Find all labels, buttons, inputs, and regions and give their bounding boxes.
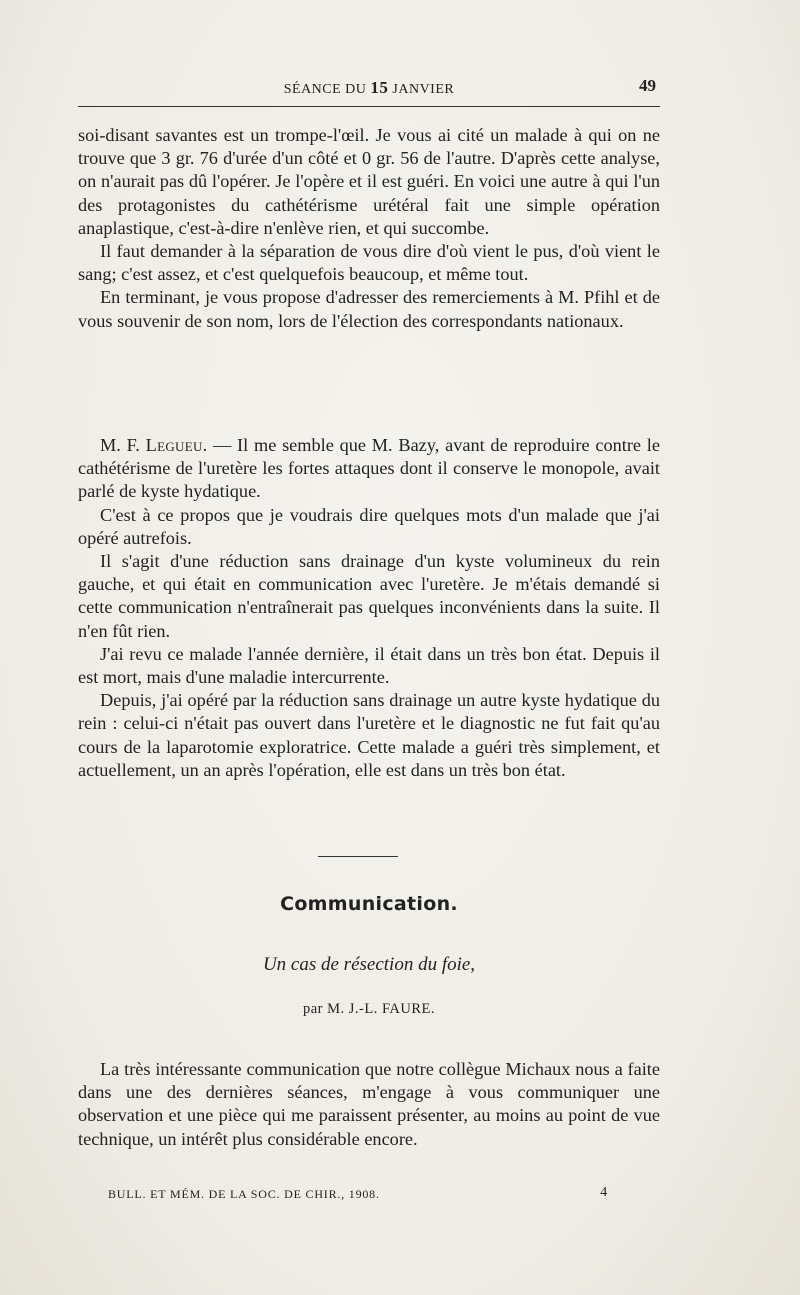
- title-prefix: SÉANCE DU: [283, 82, 367, 97]
- title-month: JANVIER: [392, 82, 455, 97]
- page-footer: [108, 1185, 608, 1205]
- paragraph: Depuis, j'ai opéré par la réduction sans drainage un autre kyste hydatique du rein : celui-ci n'était pas ouvert dans l'uretère et le diagnostic ne fut fait qu'au cours de la laparotomie exploratrice. Cette malade a guéri très simplement, et actuellement, un an après l'opération, elle est dans un très bon état.: [78, 690, 660, 780]
- section-heading: Communication.: [280, 893, 458, 915]
- paragraph: Il s'agit d'une réduction sans drainage d'un kyste volumineux du rein gauche, et qui était en communication avec l'uretère. Je m'étais demandé si cette communication n'entraînerait pas quelques inconvénients dans la suite. Il n'en fût rien.: [78, 551, 660, 641]
- paragraph-continuation: soi-disant savantes est un trompe-l'œil. Je vous ai cité un malade à qui on ne trouve que 3 gr. 76 d'urée d'un côté et 0 gr. 56 de l'autre. D'après cette analyse, on n'aurait pas dû l'opérer. Je l'opère et il est guéri. En voici une autre à qui l'un des protagonistes du cathétérisme urétéral fait une simple opération anaplastique, c'est-à-dire n'enlève rien, et qui succombe.: [78, 125, 660, 238]
- paragraph: C'est à ce propos que je voudrais dire quelques mots d'un malade que j'ai opéré autrefois.: [78, 504, 660, 548]
- title-day: 15: [370, 78, 389, 97]
- section-separator: [318, 856, 398, 857]
- communication-author: par M. J.-L. FAURE.: [302, 1001, 436, 1017]
- footer-citation: BULL. ET MÉM. DE LA SOC. DE CHIR., 1908.: [108, 1187, 380, 1201]
- communication-subtitle: Un cas de résection du foie,: [262, 954, 476, 975]
- speaker-prefix: M. F.: [100, 435, 146, 455]
- speaker-text: . — Il me semble que M. Bazy, avant de reproduire contre le cathétérisme de l'uretère les fortes attaques dont il conserve le monopole, avait parlé de kyste hydatique.: [78, 435, 660, 502]
- speaker-name: Legueu: [145, 435, 203, 455]
- paragraph: En terminant, je vous propose d'adresser des remerciements à M. Pfihl et de vous souvenir de son nom, lors de l'élection des correspondants nationaux.: [78, 287, 660, 331]
- paragraph: La très intéressante communication que notre collègue Michaux nous a faite dans une des dernières séances, m'engage à vous communiquer une observation et une pièce qui me paraissent présenter, au moins au point de vue technique, un intérêt plus considérable encore.: [78, 1059, 660, 1149]
- session-title: [78, 78, 660, 98]
- body-text-legueu: [78, 434, 660, 782]
- signature-mark: 4: [600, 1185, 608, 1200]
- speaker-paragraph: [78, 434, 660, 504]
- paragraph: J'ai revu ce malade l'année dernière, il était dans un très bon état. Depuis il est mort, mais d'une maladie intercurrente.: [78, 643, 660, 688]
- body-text-communication: [78, 1058, 660, 1151]
- header-rule: [78, 106, 660, 107]
- body-text-top: [78, 124, 660, 333]
- paragraph: Il faut demander à la séparation de vous dire d'où vient le pus, d'où vient le sang; c'est assez, et c'est quelquefois beaucoup, et même tout.: [78, 241, 660, 285]
- page-number: 49: [639, 76, 656, 95]
- running-header: [78, 76, 660, 98]
